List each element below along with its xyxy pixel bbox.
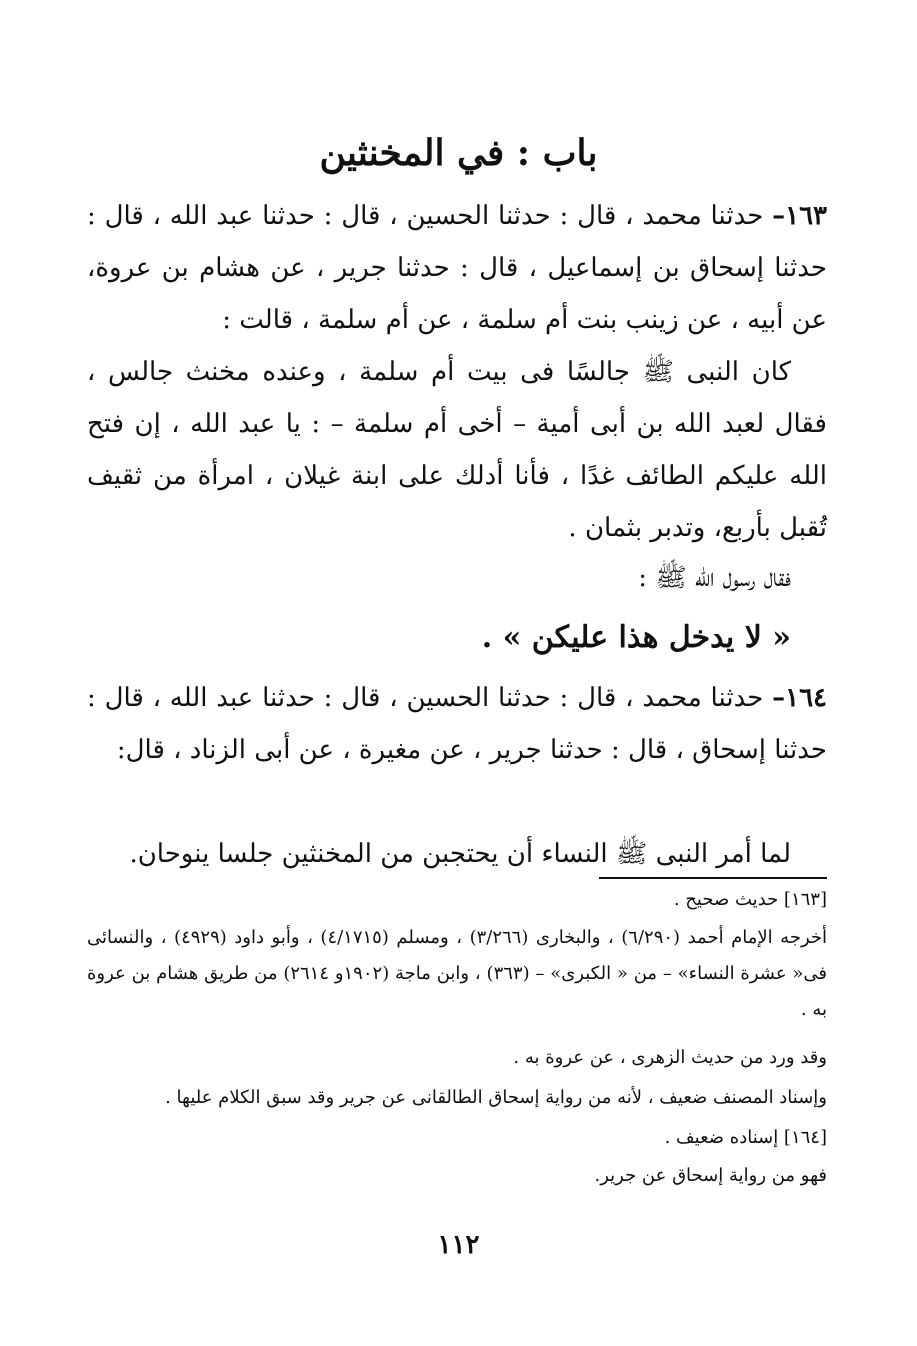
footnote-163-zuhri: وقد ورد من حديث الزهرى ، عن عروة به . (513, 1047, 827, 1068)
footnote-163-ref: [١٦٣] حديث صحيح . (673, 889, 827, 910)
hadith-163-number: ١٦٣– (772, 201, 828, 231)
footnote-163-isnad-note: وإسناد المصنف ضعيف ، لأنه من رواية إسحاق الطالقانى عن جرير وقد سبق الكلام عليها . (165, 1087, 827, 1108)
hadith-163-prophet-said: فقال رسول الله ﷺ : (638, 563, 791, 593)
footnote-divider (599, 877, 827, 879)
hadith-164-isnad (87, 672, 827, 776)
footnote-163-takhrij: أخرجه الإمام أحمد (٦/٢٩٠) ، والبخارى (٣/٢٦٦) ، ومسلم (٤/١٧١٥) ، وأبو داود (٤٩٢٩) ، والنسائى فى« عشرة النساء» – من « الكبرى» – (٣٦٣) ، وابن ماجة (١٩٠٢و ٢٦١٤) من طريق هشام بن عروة به . (87, 927, 828, 1020)
footnote-164-note: فهو من رواية إسحاق عن جرير. (594, 1165, 827, 1186)
hadith-163-isnad (87, 190, 827, 346)
hadith-164-isnad-text: حدثنا محمد ، قال : حدثنا الحسين ، قال : حدثنا عبد الله ، قال : حدثنا إسحاق ، قال : حدثنا جرير ، عن مغيرة ، عن أبى الزناد ، قال: (87, 683, 827, 765)
footnote-164-ref: [١٦٤] إسناده ضعيف . (664, 1127, 827, 1148)
page-number: ١١٢ (437, 1230, 480, 1260)
hadith-163-saying: « لا يدخل هذا عليكن » . (481, 620, 791, 655)
hadith-164-number: ١٦٤– (772, 683, 828, 713)
chapter-title: باب : في المخنثين (319, 132, 598, 174)
hadith-163-isnad-text: حدثنا محمد ، قال : حدثنا الحسين ، قال : حدثنا عبد الله ، قال : حدثنا إسحاق بن إسماعيل ، قال : حدثنا جرير ، عن هشام بن عروة، عن أبيه ، عن زينب بنت أم سلمة ، عن أم سلمة ، قالت : (87, 201, 827, 335)
hadith-164-matn: لما أمر النبى ﷺ النساء أن يحتجبن من المخنثين جلسا ينوحان. (129, 839, 791, 869)
hadith-163-matn: كان النبى ﷺ جالسًا فى بيت أم سلمة ، وعنده مخنث جالس ، فقال لعبد الله بن أبى أمية – أخى أم سلمة – : يا عبد الله ، إن فتح الله عليكم الطائف غدًا ، فأنا أدلك على ابنة غيلان ، امرأة من ثقيف تُقبل بأربع، وتدبر بثمان . (87, 357, 827, 543)
